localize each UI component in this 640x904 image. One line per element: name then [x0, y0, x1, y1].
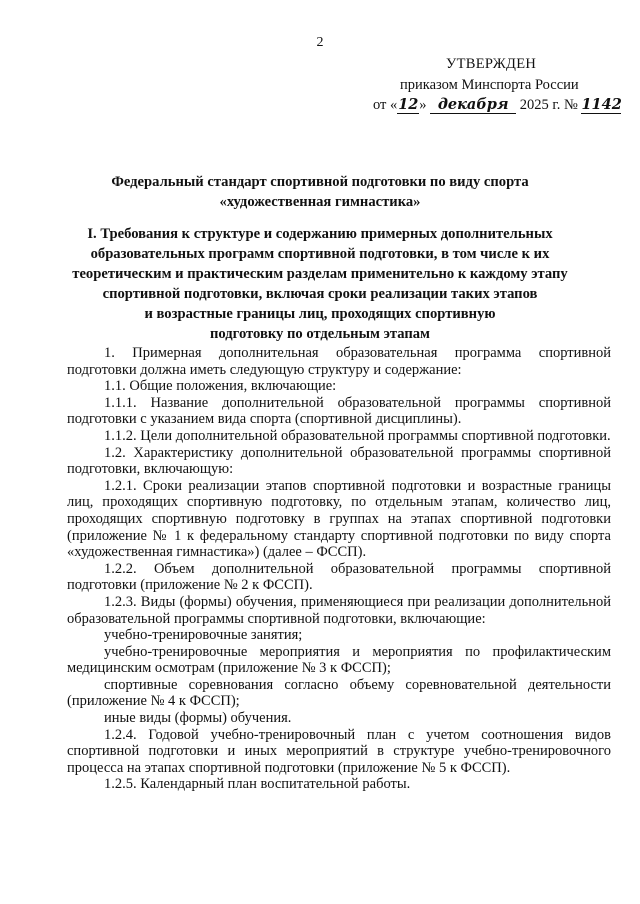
paragraph: 1.1.2. Цели дополнительной образовательной программы спортивной подготовки.	[104, 427, 611, 444]
heading-line: спортивной подготовки, включая сроки реализации таких этапов	[102, 285, 538, 302]
order-line: приказом Минспорта России	[400, 77, 579, 93]
handwritten-month: декабря	[430, 97, 516, 114]
page-number: 2	[316, 35, 324, 50]
paragraph: 1.2.1. Сроки реализации этапов спортивной подготовки и возрастные границы лиц, проходящих спортивную подготовку, по отдельным этапам, количество лиц, проходящих спортивную подготовку в группах на этапах спортивной подготовки (приложение № 1 к федеральному стандарту спортивной подготовки по виду спорта «художественная гимнастика») (далее – ФССП).	[67, 477, 611, 561]
document-title	[60, 172, 580, 212]
heading-line: образовательных программ спортивной подготовки, в том числе к их	[90, 245, 550, 262]
paragraph: 1.2.2. Объем дополнительной образовательной программы спортивной подготовки (приложение № 2 к ФССП).	[67, 560, 611, 594]
paragraph: 1.2.5. Календарный план воспитательной работы.	[104, 776, 411, 793]
title-line: Федеральный стандарт спортивной подготовки по виду спорта	[111, 174, 529, 190]
paragraph: 1.1. Общие положения, включающие:	[104, 378, 337, 395]
heading-line: и возрастные границы лиц, проходящих спортивную	[144, 305, 496, 322]
heading-line: I. Требования к структуре и содержанию примерных дополнительных	[87, 226, 553, 242]
section-heading	[70, 225, 570, 344]
heading-line: теоретическим и практическим разделам применительно к каждому этапу	[72, 265, 568, 282]
approved-label: УТВЕРЖДЕН	[446, 56, 537, 72]
paragraph: учебно-тренировочные занятия;	[104, 627, 303, 644]
heading-line: подготовку по отдельным этапам	[210, 325, 430, 342]
handwritten-number: 1142	[581, 96, 622, 113]
paragraph: иные виды (формы) обучения.	[104, 710, 292, 727]
paragraph: 1. Примерная дополнительная образовательная программа спортивной подготовки должна иметь следующую структуру и содержание:	[67, 345, 611, 378]
handwritten-day: 12	[398, 96, 419, 113]
paragraph: 1.2.4. Годовой учебно-тренировочный план с учетом соотношения видов спортивной подготовки и иных мероприятий в структуре учебно-тренировочного процесса на этапах спортивной подготовки (приложение № 5 к ФССП).	[67, 726, 611, 776]
date-mid: »	[419, 97, 427, 113]
paragraph: учебно-тренировочные мероприятия и мероприятия по профилактическим медицинским осмотрам (приложение № 3 к ФССП);	[67, 643, 611, 677]
document-body	[67, 345, 611, 793]
date-prefix: от «	[373, 97, 398, 113]
year-text: 2025 г. №	[519, 97, 578, 113]
title-line: «художественная гимнастика»	[219, 194, 421, 210]
paragraph: спортивные соревнования согласно объему соревновательной деятельности (приложение № 4 к ФССП);	[67, 676, 611, 710]
paragraph: 1.1.1. Название дополнительной образовательной программы спортивной подготовки с указанием вида спорта (спортивной дисциплины).	[67, 394, 611, 428]
paragraph: 1.2.3. Виды (формы) обучения, применяющиеся при реализации дополнительной образовательной программы спортивной подготовки, включающие:	[67, 593, 611, 627]
paragraph: 1.2. Характеристику дополнительной образовательной программы спортивной подготовки, включающую:	[67, 444, 611, 478]
order-date-line	[373, 95, 621, 115]
